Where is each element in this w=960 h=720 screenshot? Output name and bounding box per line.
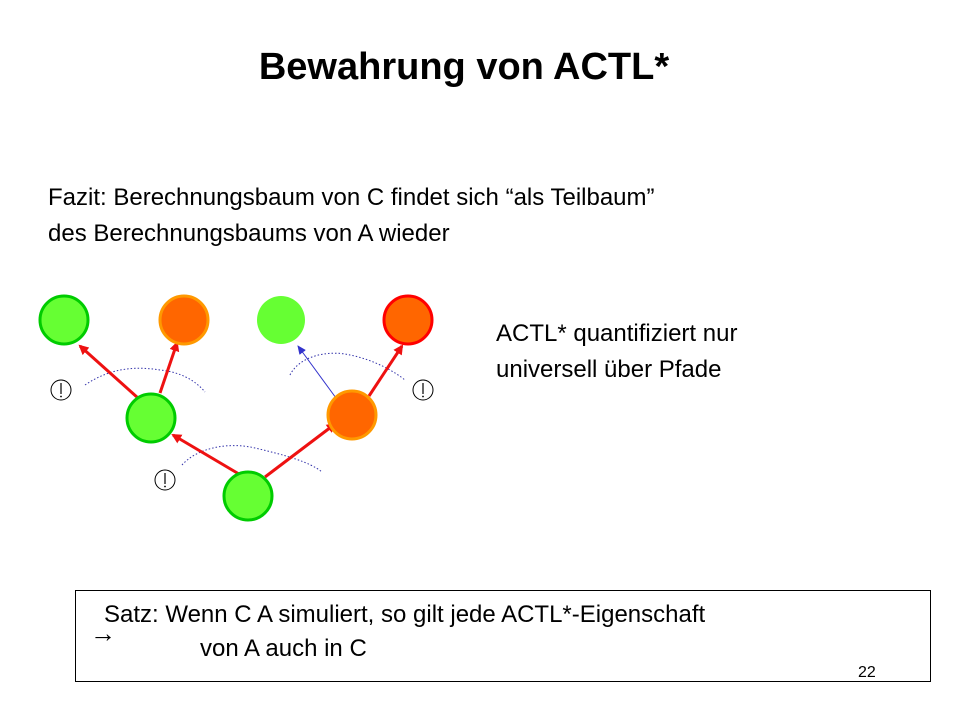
tree-node-orange xyxy=(160,296,208,344)
relation-symbol-icon xyxy=(413,380,433,400)
tree-node-orange xyxy=(384,296,432,344)
actl-note-line-1: ACTL* quantifiziert nur xyxy=(496,320,738,347)
tree-edge-arrow xyxy=(265,424,335,477)
tree-node-green xyxy=(40,296,88,344)
tree-node-light-green xyxy=(257,296,305,344)
page-number: 22 xyxy=(858,664,876,681)
tree-node-green xyxy=(127,394,175,442)
theorem-box xyxy=(75,590,931,682)
theorem-text-1: Satz: Wenn C A simuliert, so gilt jede ACTL*-Eigenschaft xyxy=(104,601,706,628)
actl-note-line-2: universell über Pfade xyxy=(496,356,722,383)
tree-node-root-green xyxy=(224,472,272,520)
tree-edge-arrow xyxy=(160,343,177,393)
simulation-relation-curve xyxy=(85,368,205,392)
tree-edge-arrow xyxy=(173,435,244,477)
theorem-line-1: → Satz: Wenn C A simuliert, so gilt jede ACTL*-Eigenschaft xyxy=(90,601,706,648)
relation-symbol-icon xyxy=(155,470,175,490)
theorem-line-2: von A auch in C xyxy=(200,635,367,662)
slide-title: Bewahrung von ACTL* xyxy=(258,46,670,88)
tree-edge-arrow-blue xyxy=(298,346,336,398)
actl-note xyxy=(496,316,737,388)
fazit-line-2: des Berechnungsbaums von A wieder xyxy=(48,220,450,247)
tree-edge-arrow xyxy=(80,346,138,398)
tree-edge-arrow xyxy=(369,346,402,396)
relation-symbol-icon xyxy=(51,380,71,400)
fazit-line-1: Fazit: Berechnungsbaum von C findet sich “als Teilbaum” xyxy=(48,184,655,211)
tree-node-orange xyxy=(328,391,376,439)
